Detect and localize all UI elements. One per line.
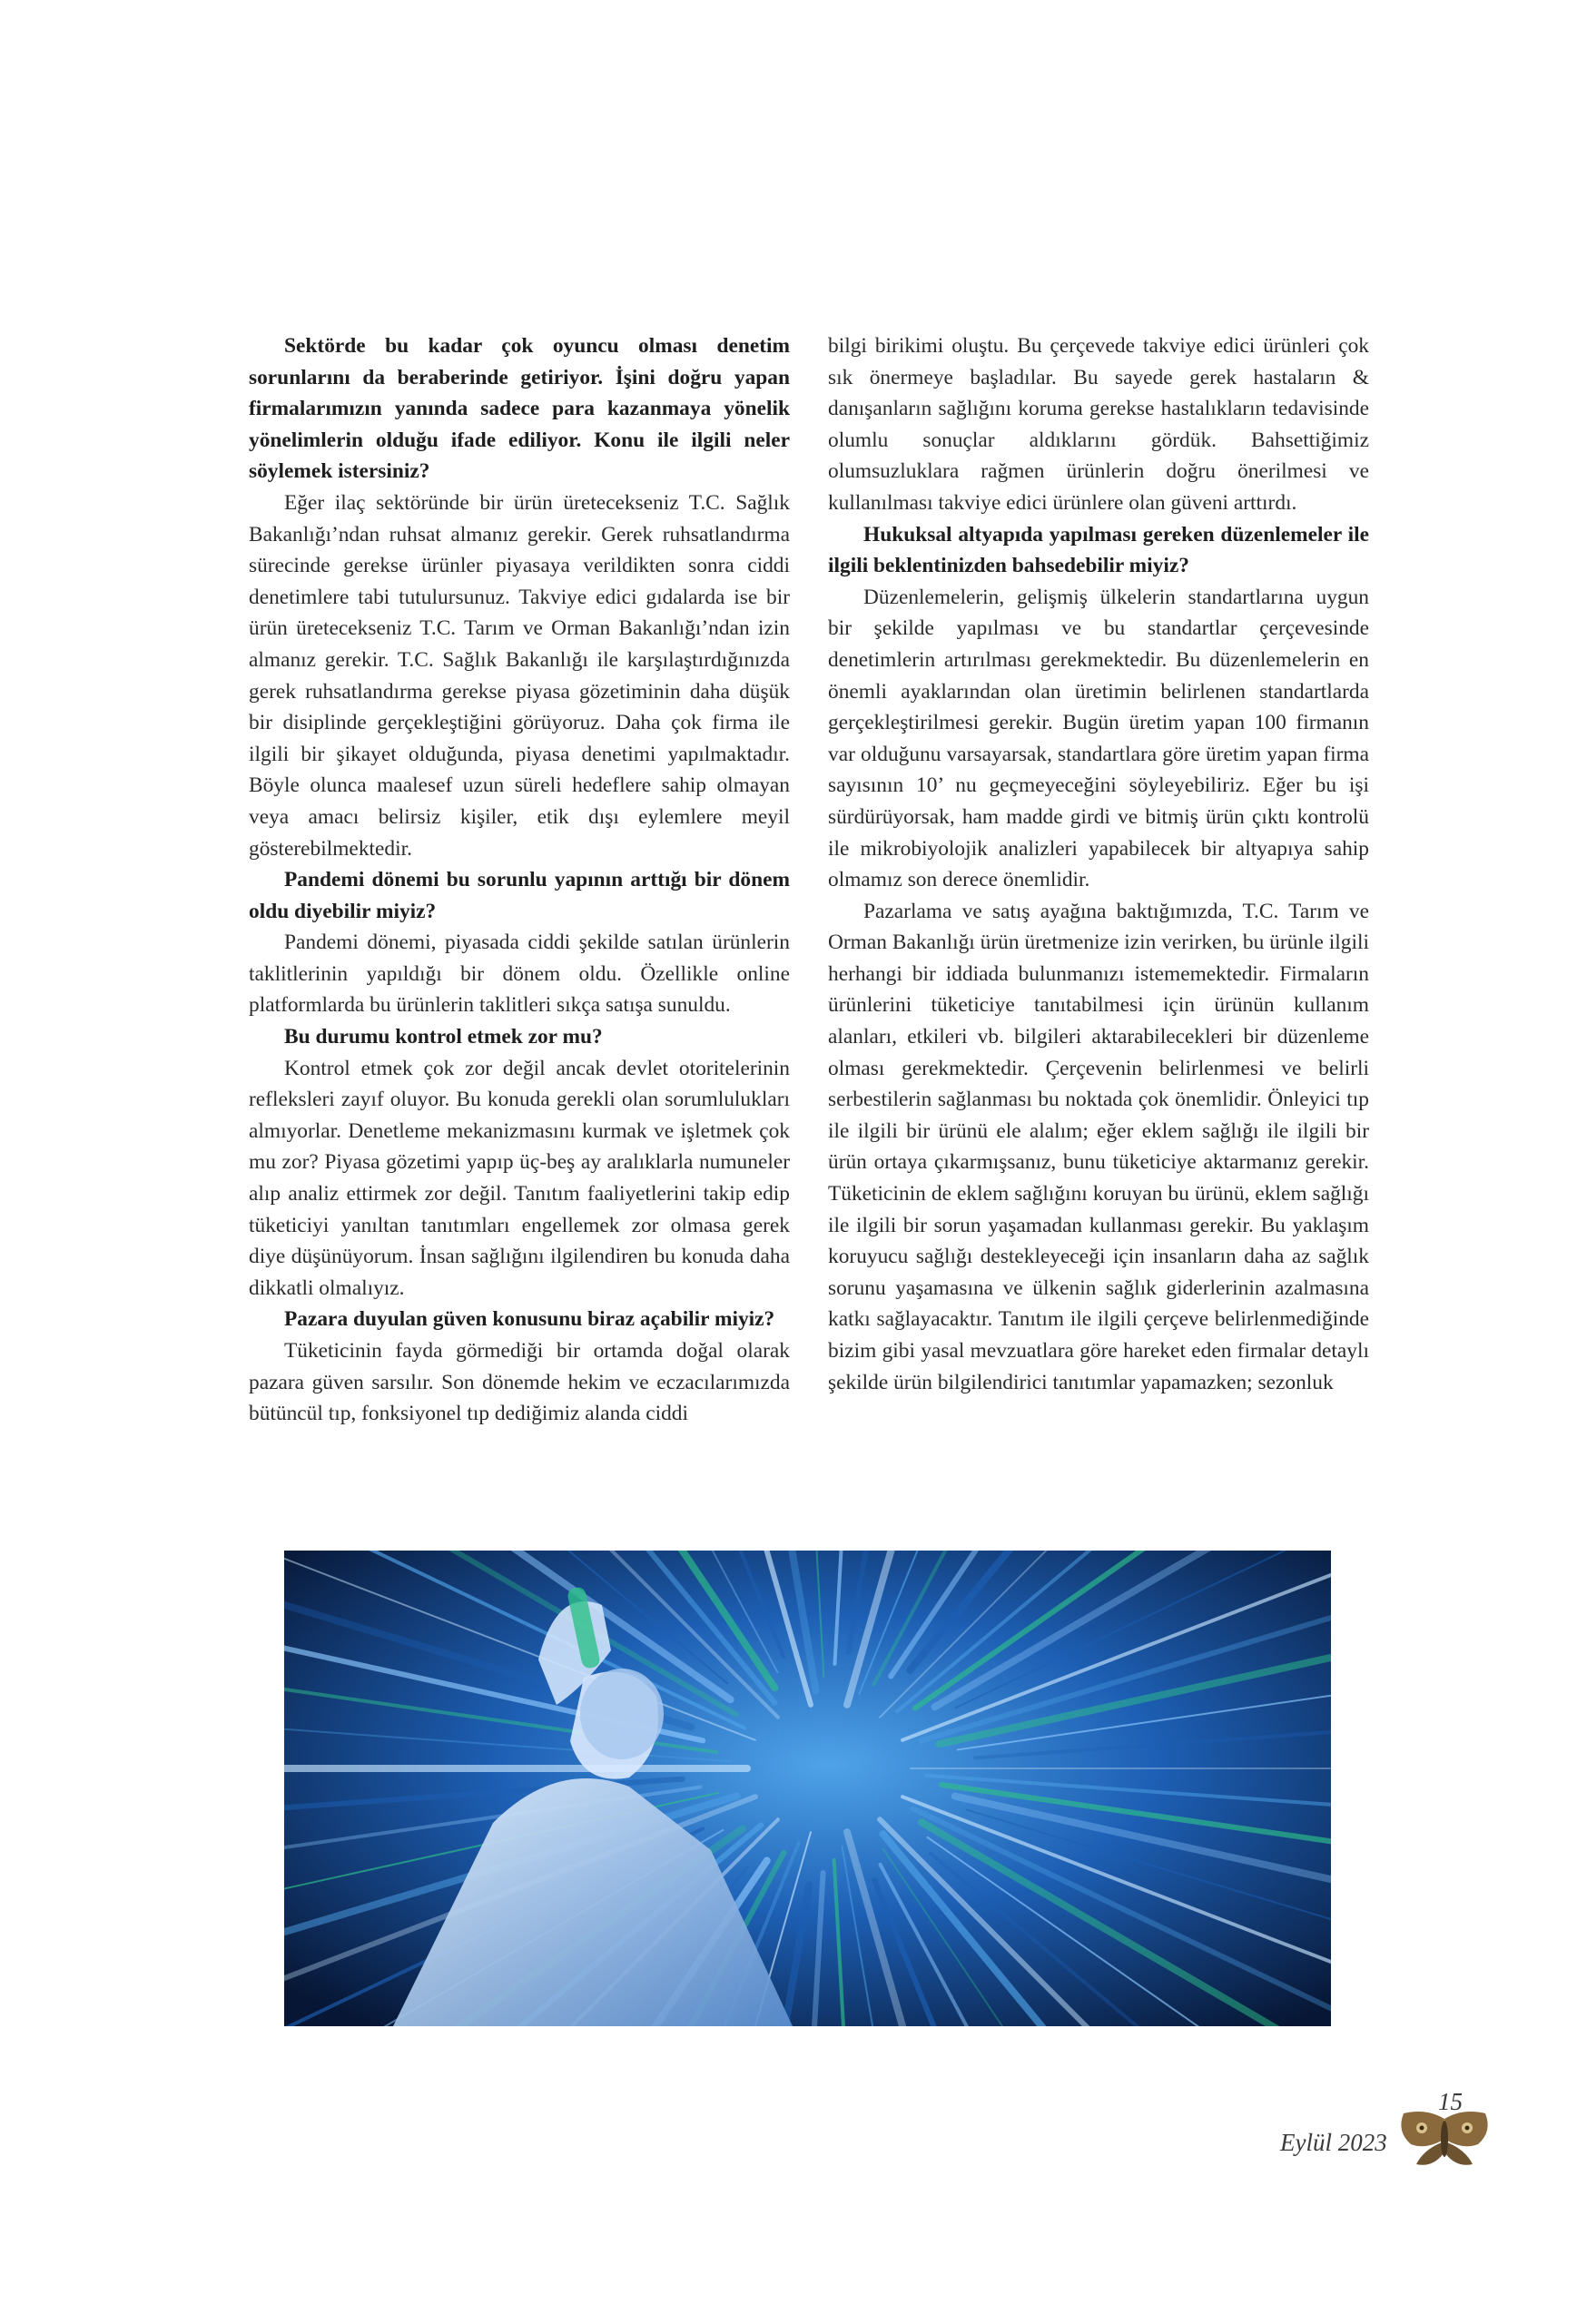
interview-answer: Pazarlama ve satış ayağına baktığımızda, T.C. Tarım ve Orman Bakanlığı ürün üretmenize izin verirken, bu ürünle ilgili herhangi bir iddiada bulunmanızı istememektedir. Firmaların ürünlerini tüketiciye tanıtabilmesi için ürünün kullanım alanları, etkileri vb. bilgileri aktarabilecekleri bir düzenleme olması gerekmektedir. Çerçevenin belirlenmesi ve belirli serbestilerin sağlanması bu noktada çok önemlidir. Önleyici tıp ile ilgili bir ürünü ele alalım; eğer eklem sağlığı ile ilgili bir ürün ortaya çıkarmışsanız, bunu tüketiciye aktarmanız gerekir. Tüketicinin de eklem sağlığını koruyan bu ürünü, eklem sağlığı ile ilgili bir sorun yaşamadan kullanması gerekir. Bu yaklaşım koruyucu sağlığı destekleyeceği için insanların daha az sağlık sorunu yaşamasına ve ülkenin sağlık giderlerinin azalmasına katkı sağlayacaktır. Tanıtım ile ilgili çerçeve belirlenmediğinde bizim gibi yasal mevzuatlara göre hareket eden firmalar detaylı şekilde ürün bilgilendirici tanıtımlar yapamazken; sezonluk xyxy=(828,899,1369,1394)
lab-scientist-image xyxy=(284,1551,1331,2026)
interview-question: Pandemi dönemi bu sorunlu yapının arttığı bir dönem oldu diyebilir miyiz? xyxy=(249,868,790,923)
interview-answer: Eğer ilaç sektöründe bir ürün üretecekseniz T.C. Sağlık Bakanlığı’ndan ruhsat almanız gerekir. Gerek ruhsatlandırma sürecinde gerekse ürünler piyasaya verildikten sonra ciddi denetimlere tabi tutulursunuz. Takviye edici gıdalarda ise bir ürün üretecekseniz T.C. Tarım ve Orman Bakanlığı’ndan izin almanız gerekir. T.C. Sağlık Bakanlığı ile karşılaştırdığınızda gerek ruhsatlandırma gerekse piyasa gözetiminin daha düşük bir disiplinde gerçekleştiğini görüyoruz. Daha çok firma ile ilgili bir şikayet olduğunda, piyasa denetimi yapılmaktadır. Böyle olunca maalesef uzun süreli hedeflere sahip olmayan veya amacı belirsiz kişiler, etik dışı eylemlere meyil gösterebilmektedir. xyxy=(249,490,790,861)
lab-photo xyxy=(284,1551,1331,2026)
moth-icon xyxy=(1395,2108,1494,2170)
interview-answer: Tüketicinin fayda görmediği bir ortamda doğal olarak pazara güven sarsılır. Son dönemde hekim ve eczacılarımızda bütüncül tıp, fonksiyonel tıp dediğimiz alanda ciddi xyxy=(249,1339,790,1426)
interview-answer: Kontrol etmek çok zor değil ancak devlet otoritelerinin refleksleri zayıf oluyor. Bu konuda gerekli olan sorumlulukları almıyorlar. Denetleme mekanizmasını kurmak ve işletmek çok mu zor? Piyasa gözetimi yapıp üç-beş ay aralıklarla numuneler alıp analiz ettirmek zor değil. Tanıtım faaliyetlerini takip edip tüketiciyi yanıltan tanıtımları engellemek zor olmasa gerek diye düşünüyorum. İnsan sağlığını ilgilendiren bu konuda daha dikkatli olmalıyız. xyxy=(249,1056,790,1300)
page-number: 15 xyxy=(1438,2088,1463,2115)
interview-answer: Pandemi dönemi, piyasada ciddi şekilde satılan ürünlerin taklitlerinin yapıldığı bir dönem oldu. Özellikle online platformlarda bu ürünlerin taklitleri sıkça satışa sunuldu. xyxy=(249,931,790,1018)
interview-question: Hukuksal altyapıda yapılması gereken düzenlemeler ile ilgili beklentinizden bahsedebilir miyiz? xyxy=(828,522,1369,578)
article-column-right xyxy=(828,330,1369,1398)
interview-answer-continuation: bilgi birikimi oluştu. Bu çerçevede takviye edici ürünleri çok sık önermeye başladılar. Bu sayede gerek hastaların & danışanların sağlığını koruma gerekse hastalıkların tedavisinde olumlu sonuçlar aldıklarını gördük. Bahsettiğimiz olumsuzluklara rağmen ürünlerin doğru önerilmesi ve kullanılması takviye edici ürünlere olan güveni arttırdı. xyxy=(828,334,1369,515)
article-column-left xyxy=(249,330,790,1430)
issue-date: Eylül 2023 xyxy=(1280,2129,1387,2156)
interview-answer: Düzenlemelerin, gelişmiş ülkelerin standartlarına uygun bir şekilde yapılması ve bu standartlar çerçevesinde denetimlerin artırılması gerekmektedir. Bu düzenlemelerin en önemli ayaklarından olan üretimin belirlenen standartlarda gerçekleştirilmesi gerekir. Bugün üretim yapan 100 firmanın var olduğunu varsayarsak, standartlara göre üretim yapan firma sayısının 10’ nu geçmeyeceğini söyleyebiliriz. Eğer bu işi sürdürüyorsak, ham madde girdi ve bitmiş ürün çıktı kontrolü ile mikrobiyolojik analizleri yapabilecek bir altyapıya sahip olmamız son derece önemlidir. xyxy=(828,585,1369,892)
interview-question: Pazara duyulan güven konusunu biraz açabilir miyiz? xyxy=(284,1307,775,1332)
interview-question: Bu durumu kontrol etmek zor mu? xyxy=(284,1025,603,1049)
interview-question: Sektörde bu kadar çok oyuncu olması denetim sorunlarını da beraberinde getiriyor. İşini doğru yapan firmalarımızın yanında sadece para kazanmaya yönelik yönelimlerin olduğu ifade ediliyor. Konu ile ilgili neler söylemek istersiniz? xyxy=(249,334,790,484)
page-footer xyxy=(1180,2088,1498,2188)
